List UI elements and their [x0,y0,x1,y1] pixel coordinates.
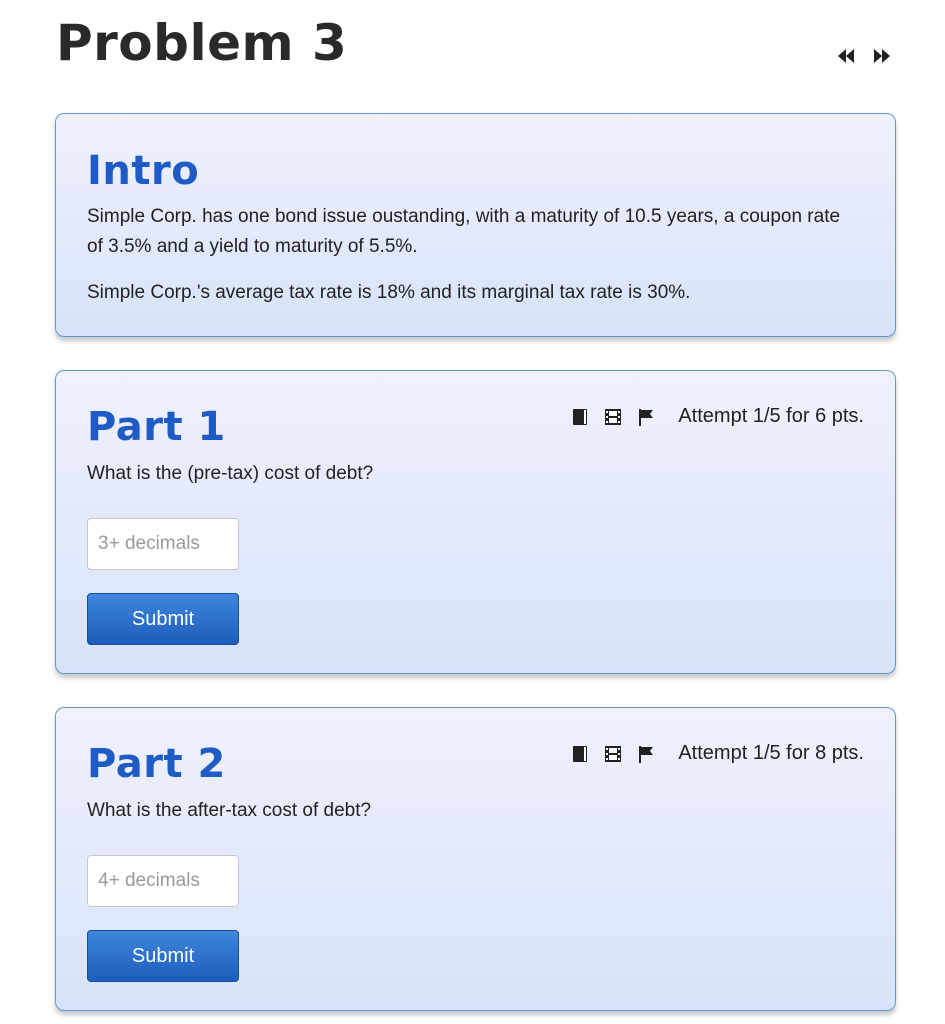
submit-button[interactable]: Submit [87,930,239,982]
book-icon[interactable] [570,407,590,427]
submit-button[interactable]: Submit [87,593,239,645]
film-icon[interactable] [603,407,623,427]
part-heading: Part 2 [87,741,226,787]
intro-card [55,113,896,337]
part-heading: Part 1 [87,404,226,450]
problem-nav [836,46,892,66]
flag-icon[interactable] [636,407,656,427]
part-tools [570,405,864,428]
intro-paragraph: Simple Corp. has one bond issue oustanding, with a maturity of 10.5 years, a coupon rate of 3.5% and a yield to maturity of 5.5%. [87,206,841,257]
rewind-icon[interactable] [836,46,856,66]
film-icon[interactable] [603,744,623,764]
intro-paragraph: Simple Corp.'s average tax rate is 18% and its marginal tax rate is 30%. [87,282,691,303]
attempt-status: Attempt 1/5 for 6 pts. [678,405,864,427]
question-text: What is the after-tax cost of debt? [87,800,372,821]
answer-input[interactable] [87,518,239,570]
flag-icon[interactable] [636,744,656,764]
fast-forward-icon[interactable] [872,46,892,66]
intro-heading: Intro [87,148,200,194]
book-icon[interactable] [570,744,590,764]
answer-input[interactable] [87,855,239,907]
part-tools [570,742,864,765]
attempt-status: Attempt 1/5 for 8 pts. [678,742,864,764]
question-text: What is the (pre-tax) cost of debt? [87,463,374,484]
part-1-card [55,370,896,674]
part-2-card [55,707,896,1011]
page-title: Problem 3 [56,14,348,72]
